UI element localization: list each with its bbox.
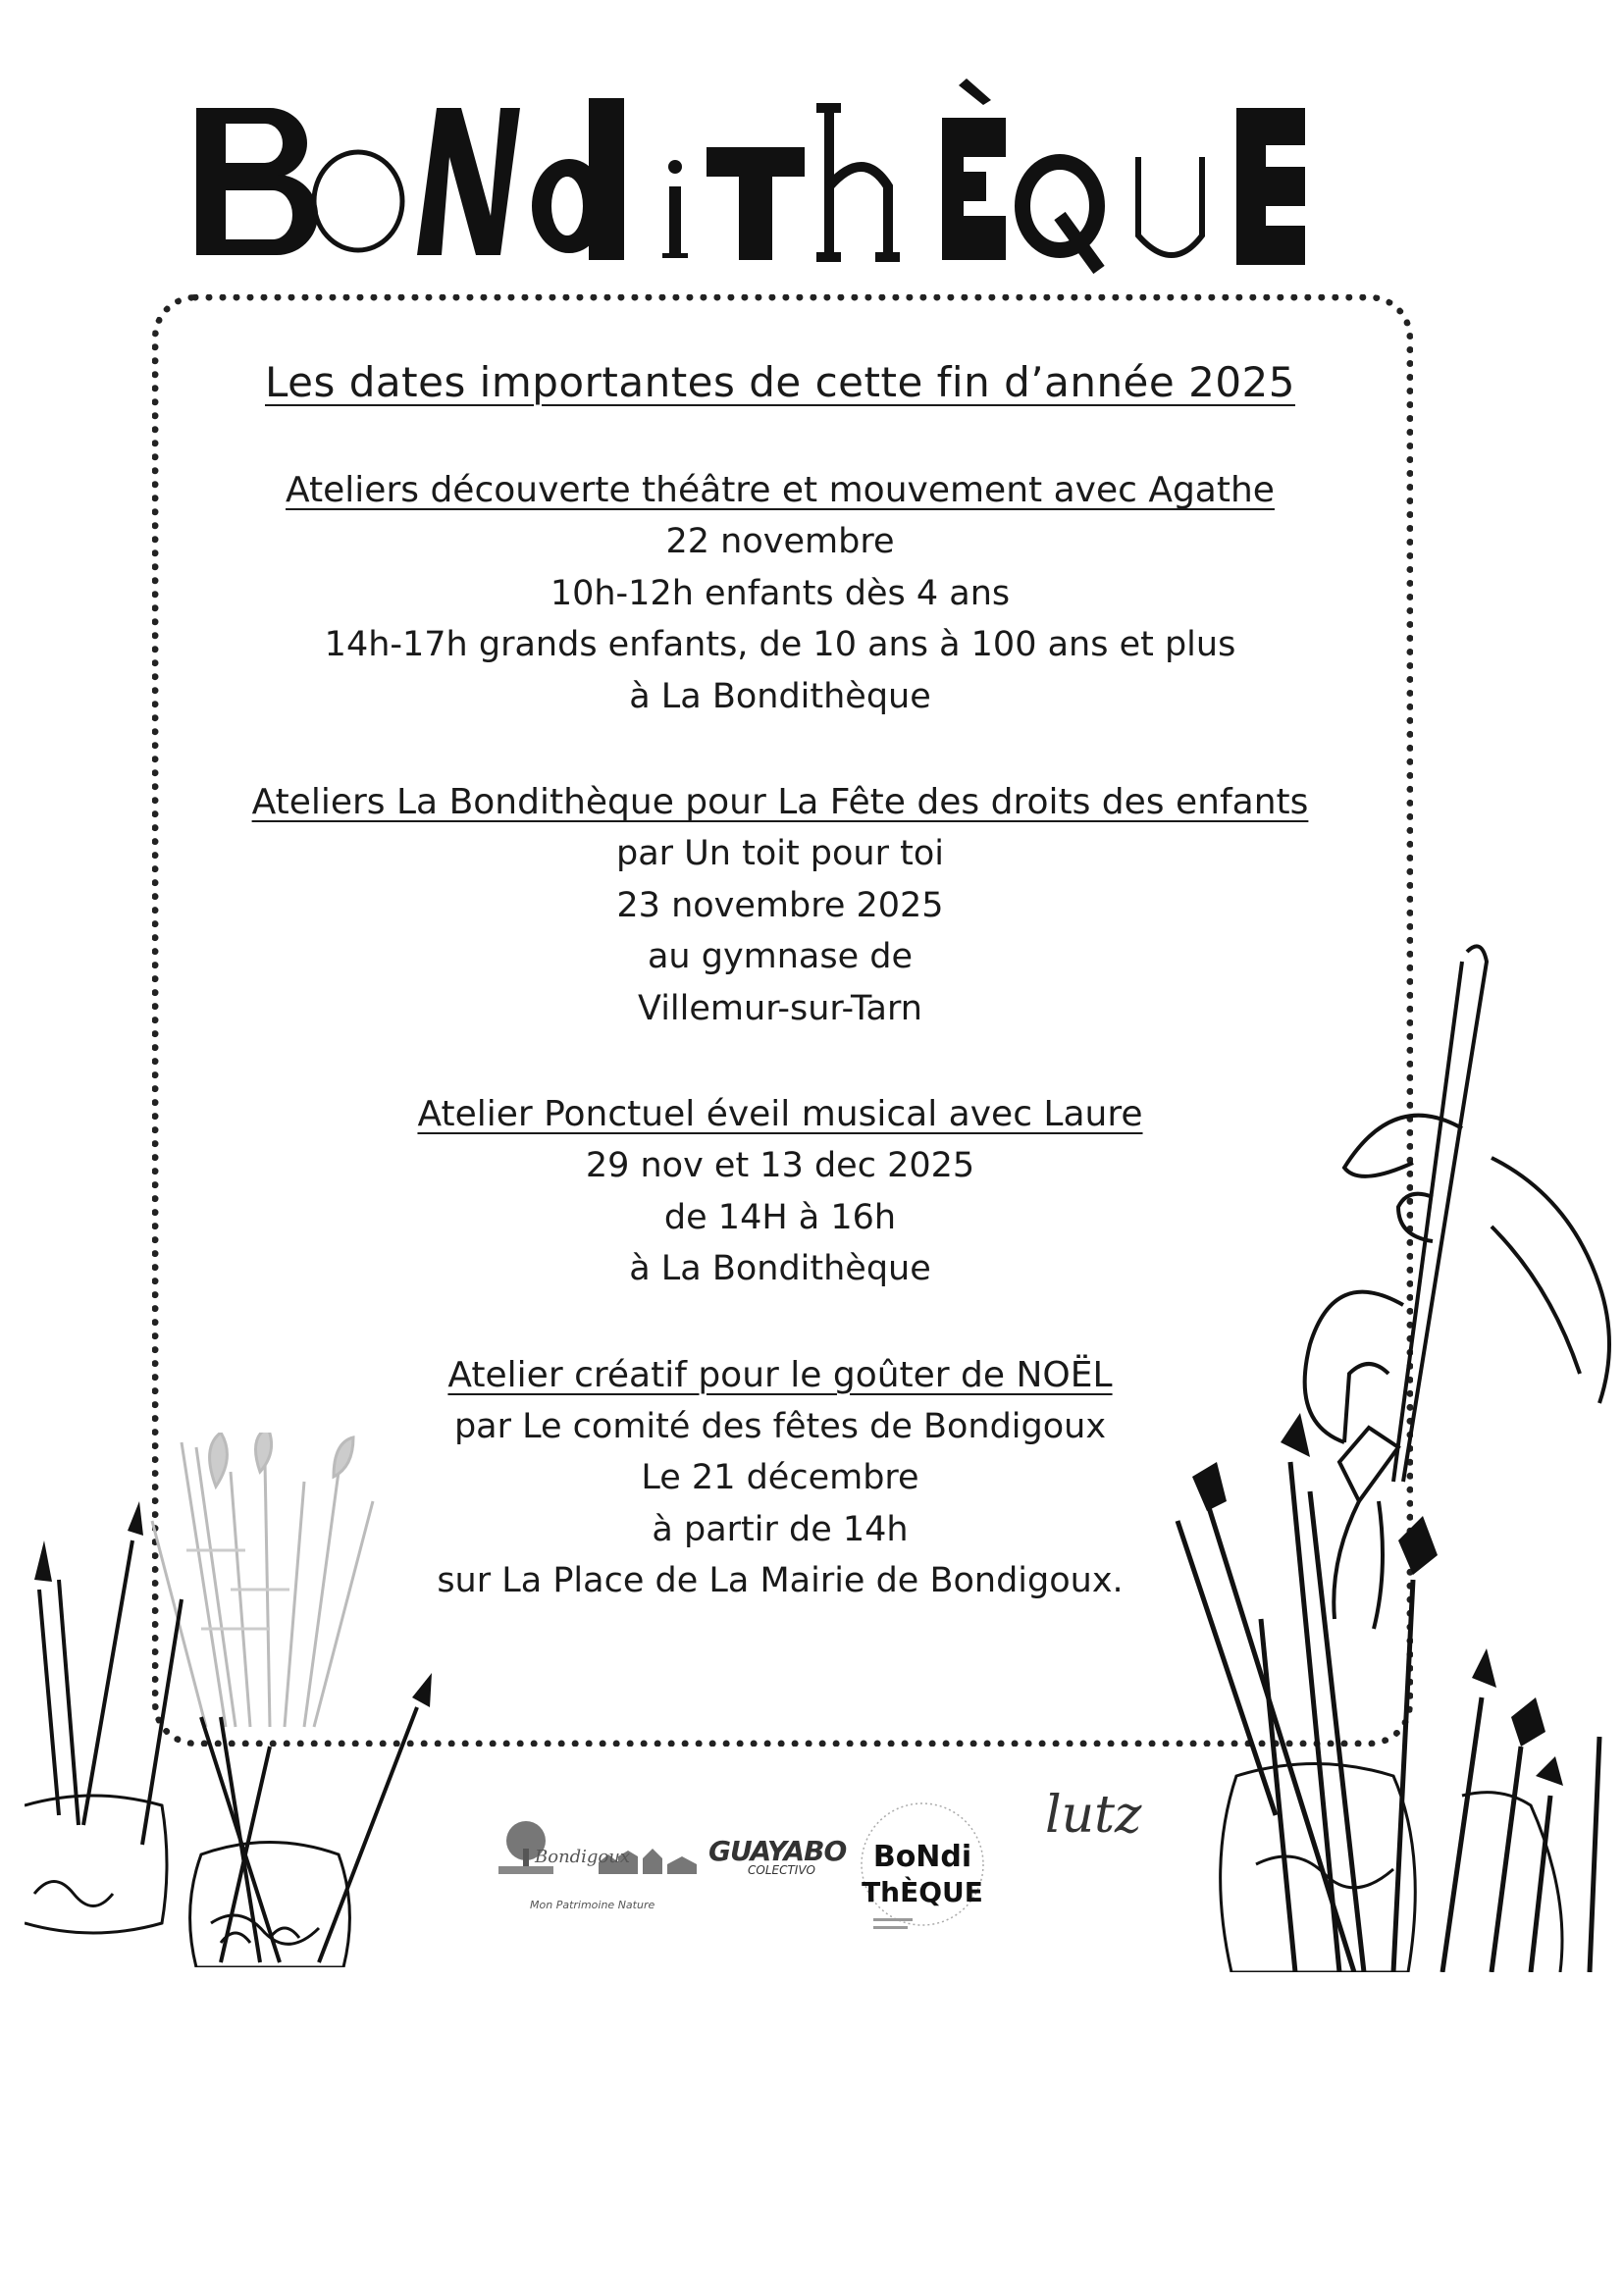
event-line: au gymnase de — [647, 937, 914, 976]
event-line: 10h-12h enfants dès 4 ans — [550, 573, 1011, 613]
lutz-label: lutz — [1045, 1786, 1142, 1845]
event-title: Atelier Ponctuel éveil musical avec Laure — [417, 1094, 1143, 1134]
event-theatre — [172, 465, 1388, 722]
event-line: à La Bondithèque — [629, 676, 931, 716]
event-line: à partir de 14h — [652, 1509, 909, 1549]
bond-logo-line1: BoNdi — [872, 1840, 972, 1874]
hand-holding-brush-icon — [1168, 932, 1623, 1972]
guayabo-sub: COLECTIVO — [748, 1863, 815, 1877]
brush-jar-left-icon — [25, 1433, 486, 1967]
event-line: 29 nov et 13 dec 2025 — [585, 1146, 975, 1185]
event-title: Ateliers découverte théâtre et mouvement avec Agathe — [286, 470, 1275, 510]
page-title — [196, 69, 1433, 314]
partner-logos — [491, 1766, 1178, 1943]
event-line: 22 novembre — [665, 522, 895, 561]
event-line: Le 21 décembre — [641, 1458, 919, 1497]
event-title: Atelier créatif pour le goûter de NOËL — [447, 1354, 1113, 1395]
event-line: sur La Place de La Mairie de Bondigoux. — [437, 1561, 1124, 1600]
lutz-logo — [1045, 1786, 1153, 1894]
bondigoux-sub: Mon Patrimoine Nature — [530, 1899, 655, 1911]
bondigoux-logo — [491, 1805, 697, 1913]
bonditheque-small-logo — [859, 1786, 986, 1943]
guayabo-logo — [708, 1835, 846, 1904]
guayabo-label: GUAYABO — [708, 1835, 847, 1867]
bondigoux-label: Bondigoux — [535, 1847, 631, 1867]
event-line: de 14H à 16h — [663, 1197, 897, 1237]
event-line: par Un toit pour toi — [615, 834, 944, 873]
event-line: 14h-17h grands enfants, de 10 ans à 100 ans et plus — [324, 625, 1236, 664]
event-line: 23 novembre 2025 — [616, 885, 944, 925]
event-line: Villemur-sur-Tarn — [638, 988, 922, 1028]
event-title: Ateliers La Bondithèque pour La Fête des droits des enfants — [251, 782, 1309, 822]
main-heading: Les dates importantes de cette fin d’année 2025 — [265, 358, 1295, 406]
event-line: par Le comité des fêtes de Bondigoux — [453, 1406, 1107, 1446]
bonditheque-wordmark-icon — [196, 69, 1433, 314]
event-line: à La Bondithèque — [629, 1249, 931, 1288]
bond-logo-line2: ThÈQUE — [862, 1876, 983, 1908]
